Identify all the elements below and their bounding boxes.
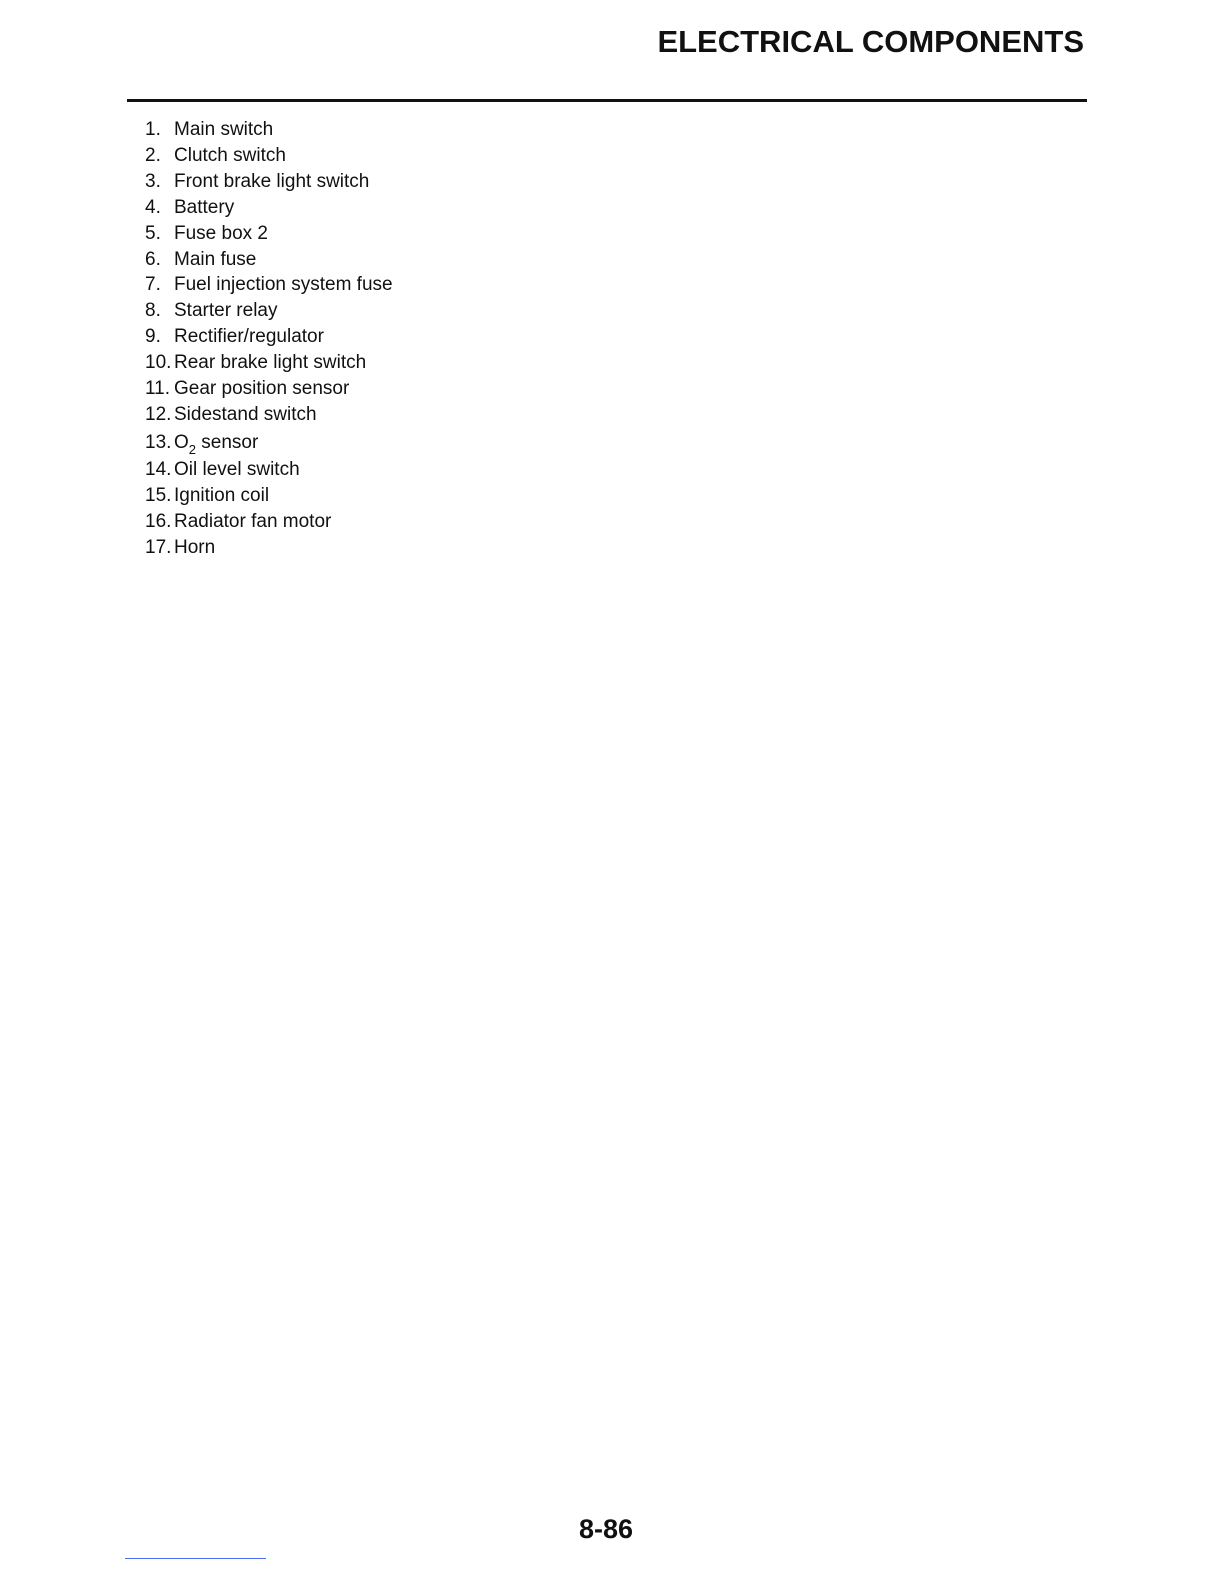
item-number: 3. xyxy=(145,170,161,192)
item-label: Fuel injection system fuse xyxy=(174,274,393,296)
item-label: Rear brake light switch xyxy=(174,352,367,374)
item-number: 6. xyxy=(145,248,161,270)
item-label: Gear position sensor xyxy=(174,378,350,400)
item-number: 15. xyxy=(145,484,172,506)
item-label: Main switch xyxy=(174,119,274,140)
item-label: Ignition coil xyxy=(174,484,270,506)
item-number: 13. xyxy=(145,431,172,453)
list-item xyxy=(145,483,393,509)
list-item xyxy=(145,247,393,273)
item-label xyxy=(174,428,258,457)
item-label-prefix: O xyxy=(174,431,189,453)
item-label: Front brake light switch xyxy=(174,170,370,192)
item-number: 5. xyxy=(145,222,161,244)
list-item xyxy=(145,169,393,195)
list-item xyxy=(145,143,393,169)
list-item xyxy=(145,298,393,324)
list-item xyxy=(145,509,393,535)
item-label: Radiator fan motor xyxy=(174,510,332,532)
list-item xyxy=(145,402,393,428)
item-number: 10. xyxy=(145,352,172,374)
list-item xyxy=(145,272,393,298)
item-label: Starter relay xyxy=(174,300,278,322)
item-number: 17. xyxy=(145,536,172,558)
list-item xyxy=(145,221,393,247)
list-item xyxy=(145,376,393,402)
item-label: Horn xyxy=(174,536,216,558)
item-label: Main fuse xyxy=(174,248,257,270)
item-number: 16. xyxy=(145,510,172,532)
page-title: ELECTRICAL COMPONENTS xyxy=(657,24,1084,59)
item-label: Oil level switch xyxy=(174,458,300,480)
item-number: 12. xyxy=(145,403,172,425)
item-number: 9. xyxy=(145,326,161,348)
item-label: Clutch switch xyxy=(174,144,286,166)
item-label-subscript: 2 xyxy=(188,441,197,457)
item-label: Rectifier/regulator xyxy=(174,326,324,348)
item-number: 7. xyxy=(145,274,161,296)
item-label-suffix: sensor xyxy=(196,431,259,453)
list-item xyxy=(145,117,393,143)
item-number: 4. xyxy=(145,196,161,218)
item-number: 2. xyxy=(145,144,161,166)
list-item xyxy=(145,535,393,561)
list-item xyxy=(145,350,393,376)
title-divider xyxy=(127,99,1087,102)
item-label: Battery xyxy=(174,196,235,218)
item-label: Sidestand switch xyxy=(174,403,317,425)
list-item xyxy=(145,457,393,483)
list-item xyxy=(145,324,393,350)
item-number: 11. xyxy=(145,378,171,400)
item-number: 1. xyxy=(145,119,161,140)
list-item xyxy=(145,195,393,221)
item-number: 14. xyxy=(145,458,172,480)
page-number: 8-86 xyxy=(578,1514,634,1544)
item-number: 8. xyxy=(145,300,161,322)
item-label: Fuse box 2 xyxy=(174,222,268,244)
footer-link-underline[interactable] xyxy=(125,1558,266,1559)
list-item xyxy=(145,428,393,457)
parts-list xyxy=(145,117,393,561)
